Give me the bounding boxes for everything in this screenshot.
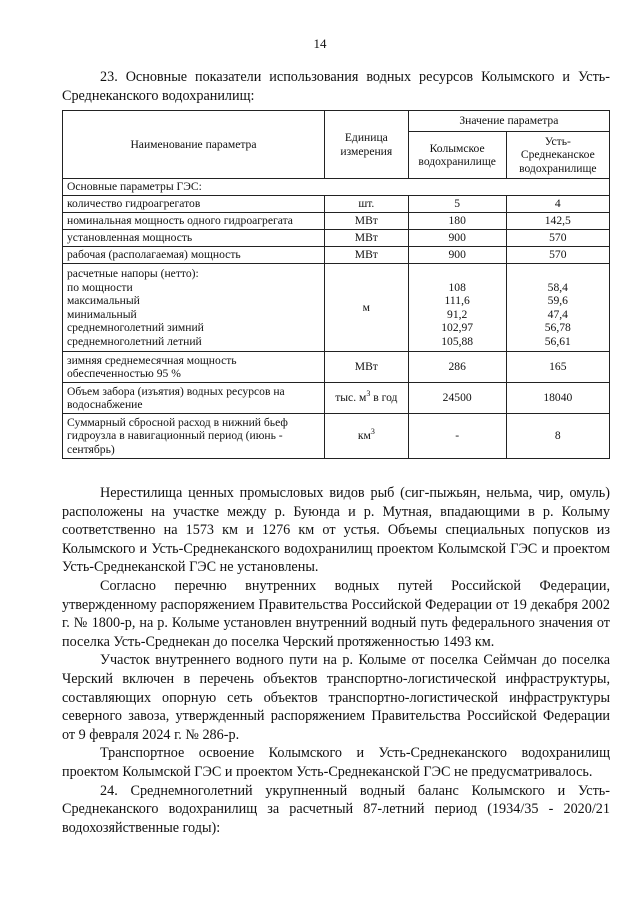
row-kolyma: 900 <box>408 247 506 264</box>
head-name: среднемноголетний летний <box>67 334 202 348</box>
row-kolyma: 286 <box>408 352 506 383</box>
row-unit: МВт <box>324 247 408 264</box>
paragraph: 24. Среднемноголетний укрупненный водный баланс Колымского и Усть-Среднеканского водохранилищ за расчетный 87-летний период (1934/35 - 2020/21 водохозяйственные годы): <box>62 782 610 836</box>
head-ust-value: 47,4 <box>547 307 568 321</box>
row-unit: МВт <box>324 213 408 230</box>
head-ust-value: 56,61 <box>544 334 571 348</box>
heads-names <box>63 264 325 352</box>
body-text <box>62 484 610 837</box>
row-unit: МВт <box>324 352 408 383</box>
head-name: по мощности <box>67 280 133 294</box>
parameters-table <box>62 110 610 459</box>
table-row <box>63 247 610 264</box>
row-name: установленная мощность <box>63 230 325 247</box>
head-ust-value: 58,4 <box>547 280 568 294</box>
head-ust-value: 56,78 <box>544 321 571 334</box>
paragraph: Согласно перечню внутренних водных путей Российской Федерации, утвержденному распоряжением Правительства Российской Федерации от 19 декабря 2002 г. № 1800-р, на р. Колыме установлен внутренний водный путь федерального значения от поселка Усть-Среднекан до поселка Черский протяженностью 1493 км. <box>62 577 610 650</box>
heads-title: расчетные напоры (нетто): <box>67 267 199 280</box>
row-unit: тыс. $м^3$ в год <box>324 383 408 414</box>
row-kolyma: 5 <box>408 196 506 213</box>
header-unit: Единица измерения <box>324 111 408 179</box>
heads-ust <box>506 264 609 352</box>
paragraph: Нерестилища ценных промысловых видов рыб (сиг-пыжьян, нельма, чир, омуль) расположены на участке между р. Буюнда и р. Мутная, впадающими в р. Колыму соответственно на 1573 км и 1276 км от устья. Объемы специальных попусков из Колымского и Усть-Среднеканского водохранилищ проектом Колымской ГЭС и проектом Усть-Среднеканской ГЭС не установлены. <box>62 485 610 576</box>
head-name: минимальный <box>67 307 137 321</box>
row-ust: 570 <box>506 230 609 247</box>
head-ust-value: 59,6 <box>547 294 568 307</box>
row-kolyma: 180 <box>408 213 506 230</box>
row-unit: шт. <box>324 196 408 213</box>
section-number: 23. <box>100 69 118 85</box>
row-ust: 4 <box>506 196 609 213</box>
header-ust: Усть-Среднеканское водохранилище <box>506 132 609 179</box>
row-kolyma: - <box>408 414 506 459</box>
header-value-group: Значение параметра <box>408 111 609 132</box>
row-name: Объем забора (изъятия) водных ресурсов на водоснабжение <box>63 383 325 414</box>
page-number: 14 <box>313 36 327 51</box>
row-kolyma: 24500 <box>408 383 506 414</box>
paragraph: Транспортное освоение Колымского и Усть-Среднеканского водохранилищ проектом Колымской ГЭС и проектом Усть-Среднеканской ГЭС не предусматривалось. <box>62 745 610 780</box>
row-name: количество гидроагрегатов <box>63 196 325 213</box>
table-row <box>63 352 610 383</box>
head-name: среднемноголетний зимний <box>67 321 204 334</box>
table-header-row <box>63 111 610 132</box>
heads-kolyma <box>408 264 506 352</box>
table-row-heads <box>63 264 610 352</box>
header-kolyma: Колымское водохранилище <box>408 132 506 179</box>
table-row <box>63 196 610 213</box>
section-heading-text: Основные показатели использования водных ресурсов Колымского и Усть-Среднеканского водохранилищ: <box>62 69 610 104</box>
table-row <box>63 414 610 459</box>
row-kolyma: 900 <box>408 230 506 247</box>
head-kolyma-value: 108 <box>448 280 466 294</box>
row-name: номинальная мощность одного гидроагрегата <box>63 213 325 230</box>
heads-unit: м <box>324 264 408 352</box>
row-ust: 165 <box>506 352 609 383</box>
table-row <box>63 230 610 247</box>
section-title-cell: Основные параметры ГЭС: <box>63 179 610 196</box>
row-name: рабочая (располагаемая) мощность <box>63 247 325 264</box>
row-name: зимняя среднемесячная мощность обеспеченностью 95 % <box>63 352 325 383</box>
row-name: Суммарный сбросной расход в нижний бьеф гидроузла в навигационный период (июнь - сентябрь) <box>63 414 325 459</box>
header-param: Наименование параметра <box>63 111 325 179</box>
row-ust: 8 <box>506 414 609 459</box>
row-ust: 570 <box>506 247 609 264</box>
row-ust: 18040 <box>506 383 609 414</box>
table-row <box>63 213 610 230</box>
head-kolyma-value: 91,2 <box>447 307 468 321</box>
table-row <box>63 383 610 414</box>
head-kolyma-value: 102,97 <box>441 321 474 334</box>
head-kolyma-value: 105,88 <box>441 334 474 348</box>
row-unit: $км^3$ <box>324 414 408 459</box>
paragraph: Участок внутреннего водного пути на р. Колыме от поселка Сеймчан до поселка Черский включен в перечень объектов транспортно-логистической инфраструктуры, составляющих опорную сеть объектов транспортно-логистической инфраструктуры северного завоза, утвержденный распоряжением Правительства Российской Федерации от 9 февраля 2024 г. № 286-р. <box>62 652 610 743</box>
head-name: максимальный <box>67 294 140 307</box>
section-heading <box>62 68 610 106</box>
row-unit: МВт <box>324 230 408 247</box>
head-kolyma-value: 111,6 <box>444 294 470 307</box>
row-ust: 142,5 <box>506 213 609 230</box>
table-row-section <box>63 179 610 196</box>
